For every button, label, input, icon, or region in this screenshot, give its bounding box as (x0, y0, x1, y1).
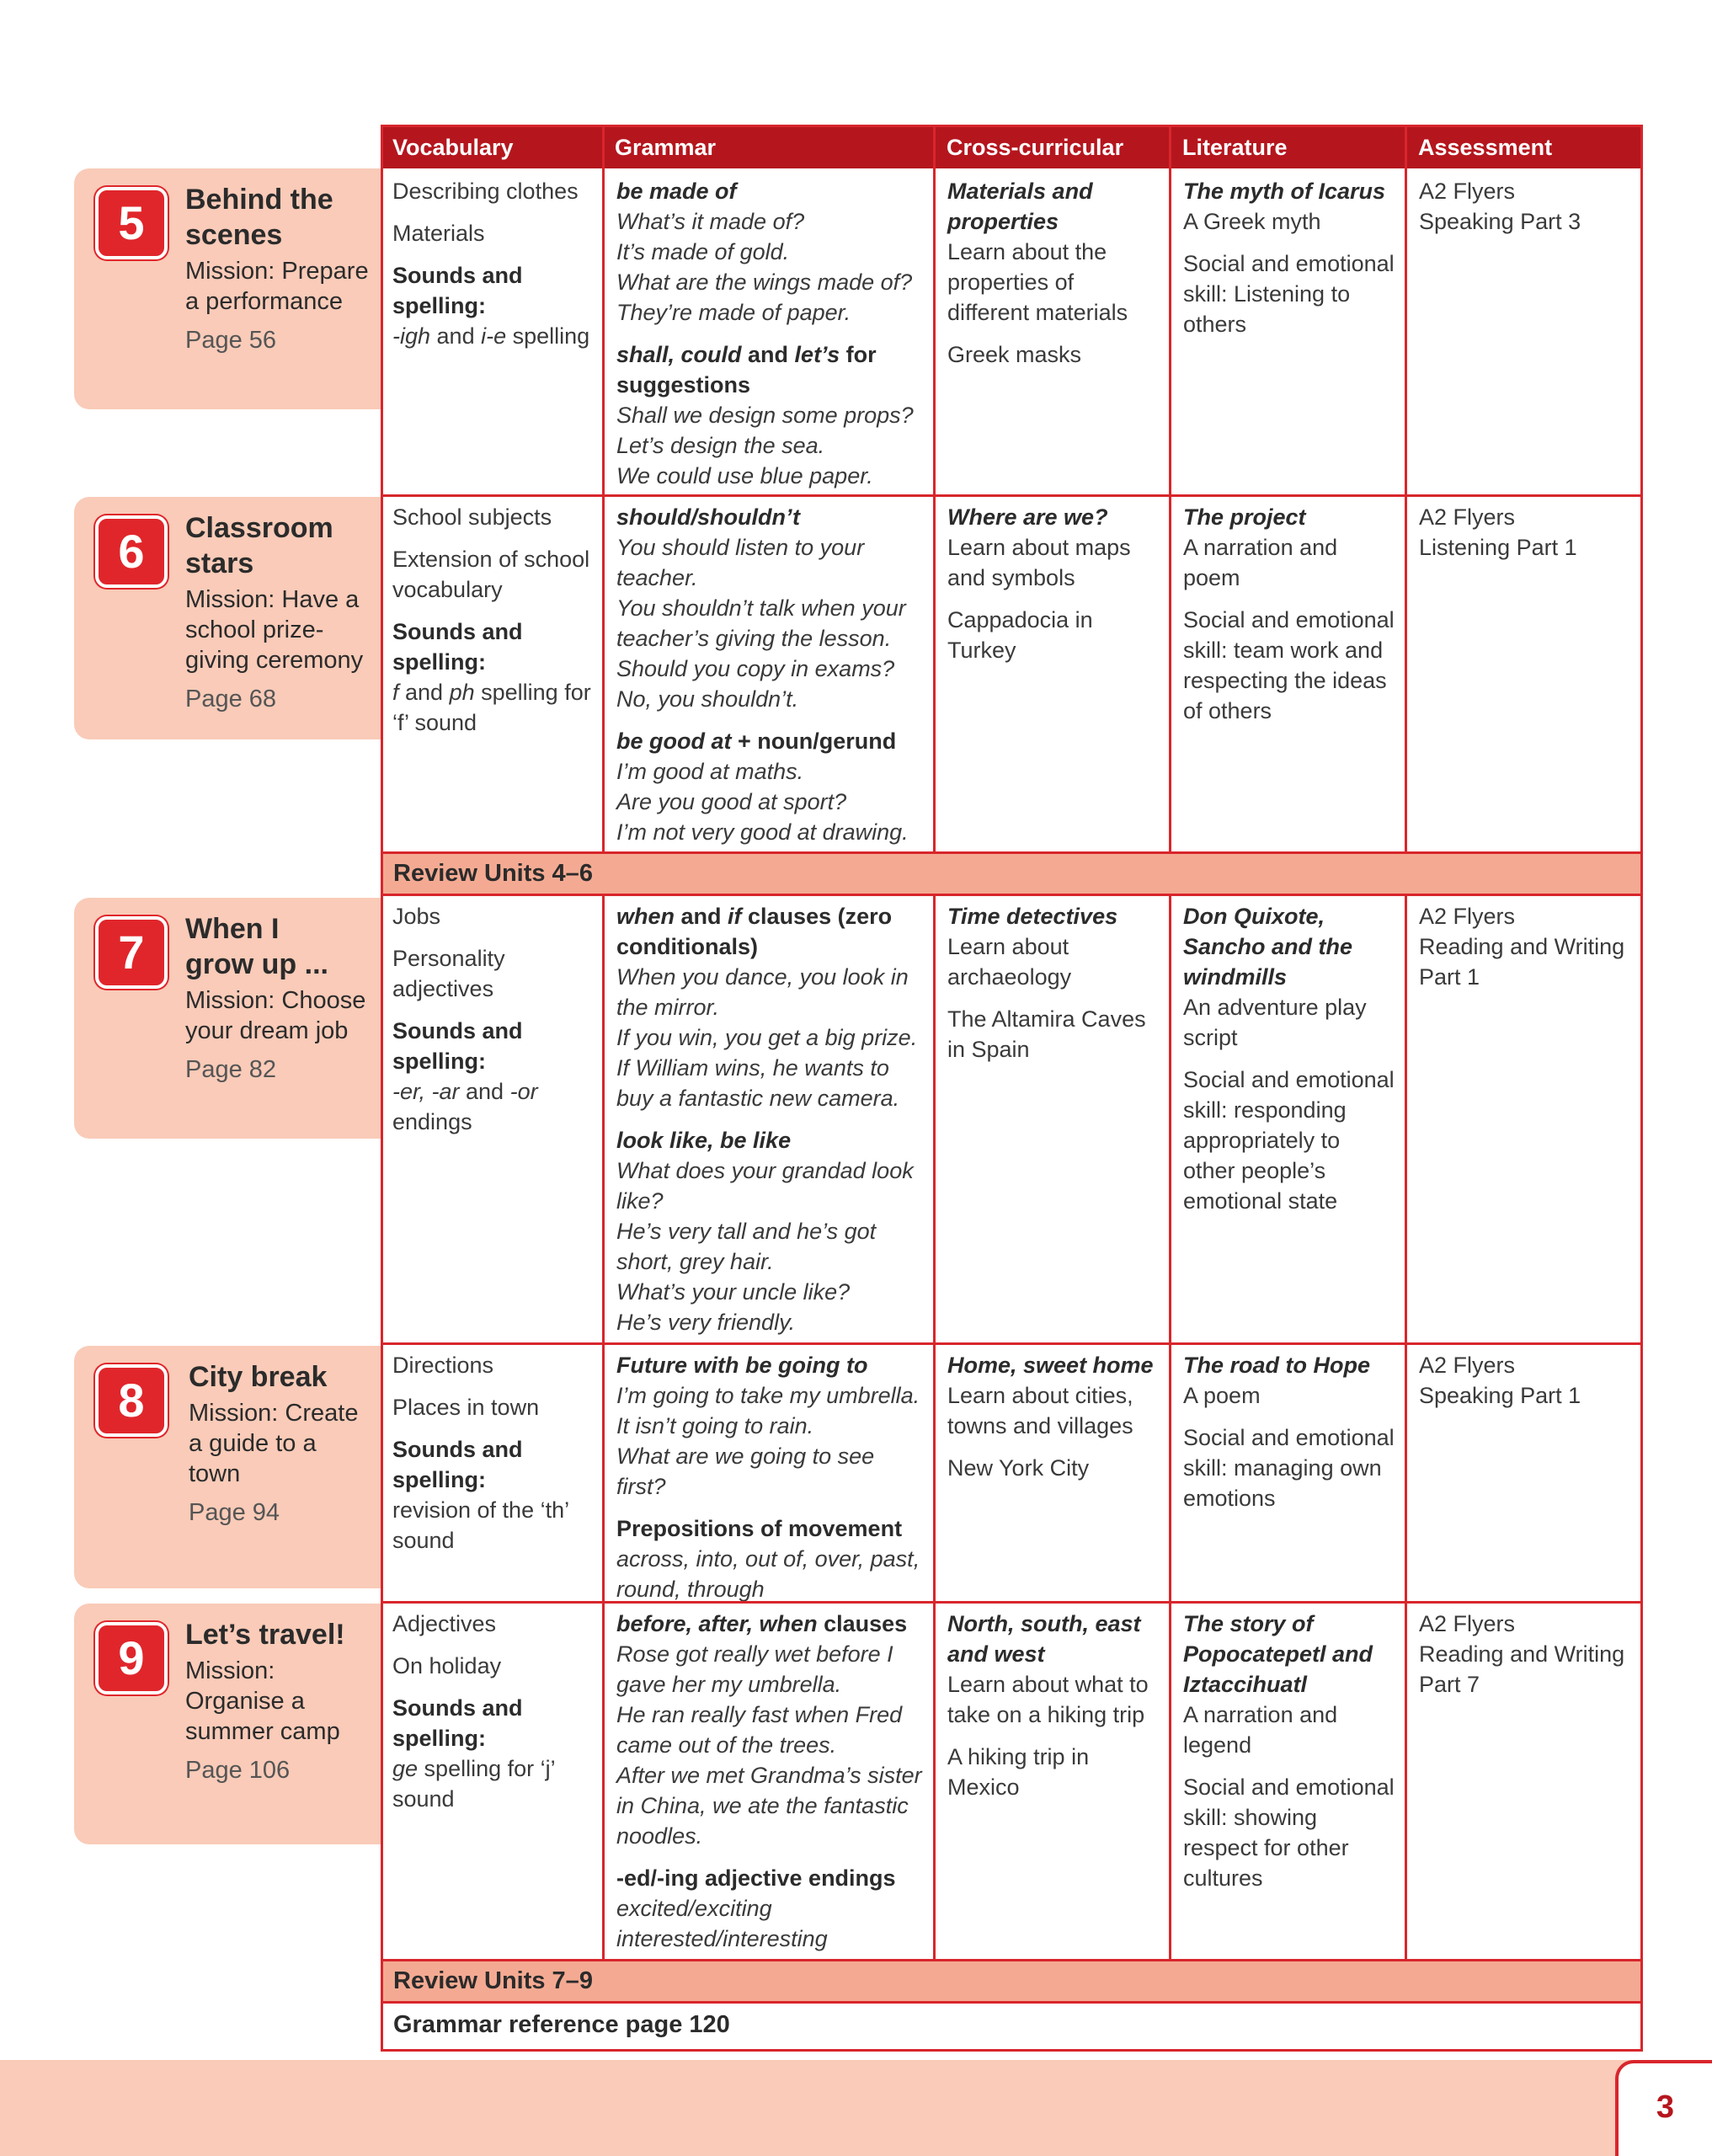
unit-page: Page 82 (185, 1056, 277, 1083)
unit8-literature: The road to Hope A poem Social and emotional skill: managing own emotions (1183, 1353, 1395, 1511)
unit9-vocabulary: Adjectives On holiday Sounds and spelling: ge spelling for ‘j’ sound (392, 1611, 555, 1812)
unit6-cross-curricular: Where are we? Learn about maps and symbols Cappadocia in Turkey (947, 504, 1131, 663)
unit6-grammar: should/shouldn’t You should listen to your teacher. You shouldn’t talk when your teacher’s giving the lesson. Should you copy in exams? No, you shouldn’t. be good at + noun/gerund I’m good at maths. Are you good at sport? I’m not very good at drawing. (616, 504, 909, 845)
unit6-literature: The project A narration and poem Social and emotional skill: team work and respecting the ideas of others (1183, 504, 1395, 723)
unit-number-badge: 9 (95, 1622, 168, 1694)
unit-card-6 (74, 497, 381, 739)
unit7-vocabulary: Jobs Personality adjectives Sounds and spelling: -er, -ar and -or endings (392, 904, 538, 1134)
unit-page: Page 68 (185, 686, 277, 712)
unit-title: City break (189, 1361, 328, 1393)
header-cross-curricular: Cross-curricular (935, 126, 1171, 168)
page-number: 3 (1615, 2060, 1712, 2156)
unit8-cross-curricular: Home, sweet home Learn about cities, towns and villages New York City (947, 1353, 1154, 1481)
unit8-grammar: Future with be going to I’m going to take my umbrella. It isn’t going to rain. What are we going to see first? Prepositions of movement across, into, out of, over, past, round, through (616, 1353, 920, 1601)
unit-mission: Mission: Choose your dream job (185, 987, 366, 1044)
unit-mission: Mission: Organise a summer camp (185, 1657, 340, 1745)
unit-title: Behind the scenes (185, 184, 333, 251)
unit-card-7 (74, 898, 381, 1139)
unit7-cross-curricular: Time detectives Learn about archaeology The Altamira Caves in Spain (947, 904, 1146, 1062)
unit5-literature: The myth of Icarus A Greek myth Social and emotional skill: Listening to others (1183, 179, 1395, 337)
review-units-4-6: Review Units 4–6 (383, 854, 1640, 894)
unit9-grammar: before, after, when clauses Rose got really wet before I gave her my umbrella. He ran really fast when Fred came out of the trees. After we met Grandma’s sister in China, we ate the fantastic noodles. -ed/-ing adjective endings excited/exciting interested/interesting (616, 1611, 922, 1951)
unit6-assessment: A2 Flyers Listening Part 1 (1419, 504, 1577, 560)
page-footer (0, 2060, 1712, 2156)
grammar-reference: Grammar reference page 120 (383, 2004, 1640, 2046)
header-literature: Literature (1171, 126, 1406, 168)
header-vocabulary: Vocabulary (381, 126, 603, 168)
unit-title: Classroom stars (185, 512, 333, 579)
unit9-literature: The story of Popocatepetl and Iztaccihuatl A narration and legend Social and emotional skill: showing respect for other cultures (1183, 1611, 1395, 1891)
unit-card-9 (74, 1604, 381, 1844)
unit8-vocabulary: Directions Places in town Sounds and spelling: revision of the ‘th’ sound (392, 1353, 569, 1553)
unit-number-badge: 6 (95, 515, 168, 588)
unit-number-badge: 5 (95, 187, 168, 259)
unit-card-8 (74, 1346, 381, 1588)
unit5-grammar: be made of What’s it made of? It’s made of gold. What are the wings made of? They’re made of paper. shall, could and let’s for suggestions Shall we design some props? Let’s design the sea. We could use blue paper. (616, 179, 914, 488)
unit-mission: Mission: Have a school prize-giving ceremony (185, 586, 364, 674)
review-units-7-9: Review Units 7–9 (383, 1961, 1640, 2001)
unit5-vocabulary: Describing clothes Materials Sounds and spelling: -igh and i-e spelling (392, 179, 590, 349)
unit-page: Page 56 (185, 327, 277, 354)
unit-mission: Mission: Create a guide to a town (189, 1400, 359, 1487)
unit-mission: Mission: Prepare a performance (185, 258, 369, 315)
unit9-assessment: A2 Flyers Reading and Writing Part 7 (1419, 1611, 1625, 1697)
unit9-cross-curricular: North, south, east and west Learn about what to take on a hiking trip A hiking trip in Mexico (947, 1611, 1149, 1800)
unit5-assessment: A2 Flyers Speaking Part 3 (1419, 179, 1581, 234)
unit-number-badge: 7 (95, 916, 168, 989)
unit7-grammar: when and if clauses (zero conditionals) When you dance, you look in the mirror. If you win, you get a big prize. If William wins, he wants to buy a fantastic new camera. look like, be like What does your grandad look like? He’s very tall and he’s got short, grey hair. What’s your uncle like? He’s very friendly. (616, 904, 918, 1335)
unit-number-badge: 8 (95, 1364, 168, 1437)
unit8-assessment: A2 Flyers Speaking Part 1 (1419, 1353, 1581, 1408)
unit-card-5 (74, 168, 381, 409)
unit7-assessment: A2 Flyers Reading and Writing Part 1 (1419, 904, 1625, 990)
unit-page: Page 94 (189, 1499, 280, 1526)
unit5-cross-curricular: Materials and properties Learn about the properties of different materials Greek masks (947, 179, 1128, 367)
unit-page: Page 106 (185, 1757, 291, 1784)
unit7-literature: Don Quixote, Sancho and the windmills An adventure play script Social and emotional skill: responding appropriately to other people’s emotional state (1183, 904, 1395, 1214)
header-grammar: Grammar (603, 126, 935, 168)
header-assessment: Assessment (1406, 126, 1643, 168)
unit-title: When I grow up ... (185, 913, 328, 980)
unit-title: Let’s travel! (185, 1619, 345, 1651)
unit6-vocabulary: School subjects Extension of school vocabulary Sounds and spelling: f and ph spelling for ‘f’ sound (392, 504, 591, 735)
